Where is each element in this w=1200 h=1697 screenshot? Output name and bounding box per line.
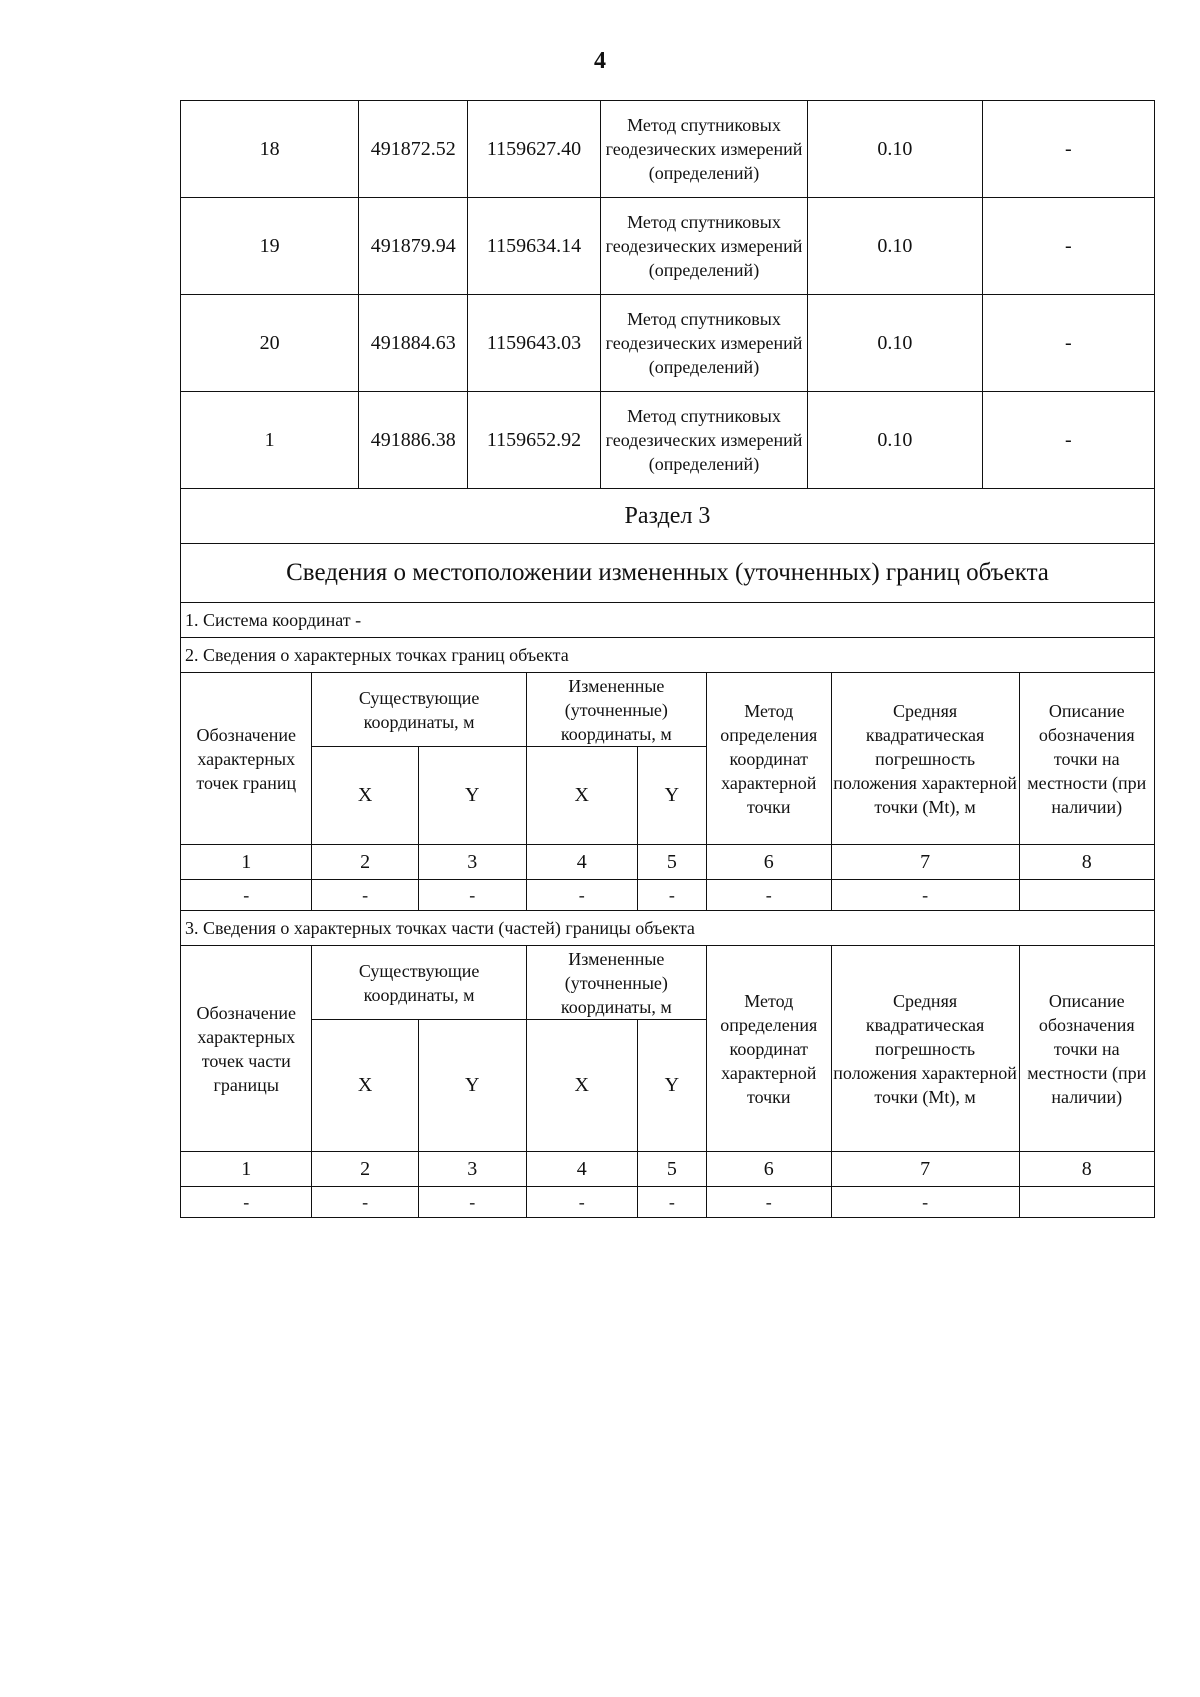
column-number: 6 [706,845,831,880]
header-y: Y [418,1020,526,1152]
coord-x: 491879.94 [359,198,468,295]
point-number: 20 [181,295,359,392]
header-description: Описание обозначения точки на местности (при наличии) [1019,673,1154,845]
coord-y: 1159652.92 [468,392,600,489]
method-cell: Метод спутниковых геодезических измерений (определений) [600,101,807,198]
header-existing-coords: Существующие координаты, м [312,946,526,1020]
empty-value: - [526,1187,637,1218]
header-point: Обозначение характерных точек части границы [181,946,312,1152]
empty-value: - [706,1187,831,1218]
coordinate-system: 1. Система координат - [181,603,1155,638]
header-x: X [312,747,418,845]
table-row [181,101,1155,198]
column-number: 1 [181,1152,312,1187]
page-number: 4 [594,48,606,74]
description-cell: - [982,295,1154,392]
column-number: 7 [831,1152,1019,1187]
empty-value: - [706,880,831,911]
header-x: X [312,1020,418,1152]
header-changed-coords: Измененные (уточненные) координаты, м [526,946,706,1020]
empty-value: - [637,1187,706,1218]
column-number: 6 [706,1152,831,1187]
header-x: X [526,1020,637,1152]
coord-y: 1159634.14 [468,198,600,295]
column-number: 2 [312,845,418,880]
header-existing-coords: Существующие координаты, м [312,673,526,747]
coord-x: 491884.63 [359,295,468,392]
method-cell: Метод спутниковых геодезических измерений (определений) [600,198,807,295]
empty-value: - [181,880,312,911]
header-accuracy: Средняя квадратическая погрешность положения характерной точки (Mt), м [831,946,1019,1152]
header-accuracy: Средняя квадратическая погрешность положения характерной точки (Mt), м [831,673,1019,845]
accuracy-cell: 0.10 [808,295,982,392]
column-number: 7 [831,845,1019,880]
point-number: 18 [181,101,359,198]
accuracy-cell: 0.10 [808,392,982,489]
header-description: Описание обозначения точки на местности (при наличии) [1019,946,1154,1152]
coord-y: 1159643.03 [468,295,600,392]
column-number: 5 [637,1152,706,1187]
column-number: 3 [418,1152,526,1187]
header-method: Метод определения координат характерной точки [706,673,831,845]
empty-value: - [831,880,1019,911]
section-title: Раздел 3 [181,489,1155,544]
header-y: Y [637,747,706,845]
section-subtitle: Сведения о местоположении измененных (уточненных) границ объекта [181,544,1155,603]
empty-value: - [418,880,526,911]
coord-y: 1159627.40 [468,101,600,198]
empty-value: - [418,1187,526,1218]
table-row [181,198,1155,295]
coordinates-table-continued [180,100,1155,489]
empty-value [1019,880,1154,911]
empty-value: - [181,1187,312,1218]
empty-value: - [312,880,418,911]
column-number: 4 [526,845,637,880]
header-y: Y [637,1020,706,1152]
table-row [181,295,1155,392]
coord-x: 491872.52 [359,101,468,198]
point-number: 19 [181,198,359,295]
method-cell: Метод спутниковых геодезических измерений (определений) [600,295,807,392]
column-number: 2 [312,1152,418,1187]
header-method: Метод определения координат характерной точки [706,946,831,1152]
header-x: X [526,747,637,845]
empty-value: - [312,1187,418,1218]
column-number: 3 [418,845,526,880]
table-row [181,392,1155,489]
accuracy-cell: 0.10 [808,198,982,295]
table-3-caption: 3. Сведения о характерных точках части (частей) границы объекта [181,911,1155,946]
column-number: 4 [526,1152,637,1187]
empty-value [1019,1187,1154,1218]
table-2-caption: 2. Сведения о характерных точках границ объекта [181,638,1155,673]
header-y: Y [418,747,526,845]
point-number: 1 [181,392,359,489]
accuracy-cell: 0.10 [808,101,982,198]
empty-value: - [637,880,706,911]
description-cell: - [982,392,1154,489]
section-3-table [180,488,1155,1218]
column-number: 5 [637,845,706,880]
coord-x: 491886.38 [359,392,468,489]
description-cell: - [982,198,1154,295]
empty-value: - [831,1187,1019,1218]
empty-value: - [526,880,637,911]
method-cell: Метод спутниковых геодезических измерений (определений) [600,392,807,489]
column-number: 8 [1019,1152,1154,1187]
header-point: Обозначение характерных точек границ [181,673,312,845]
header-changed-coords: Измененные (уточненные) координаты, м [526,673,706,747]
column-number: 8 [1019,845,1154,880]
description-cell: - [982,101,1154,198]
column-number: 1 [181,845,312,880]
document-sheet [180,100,1155,1218]
